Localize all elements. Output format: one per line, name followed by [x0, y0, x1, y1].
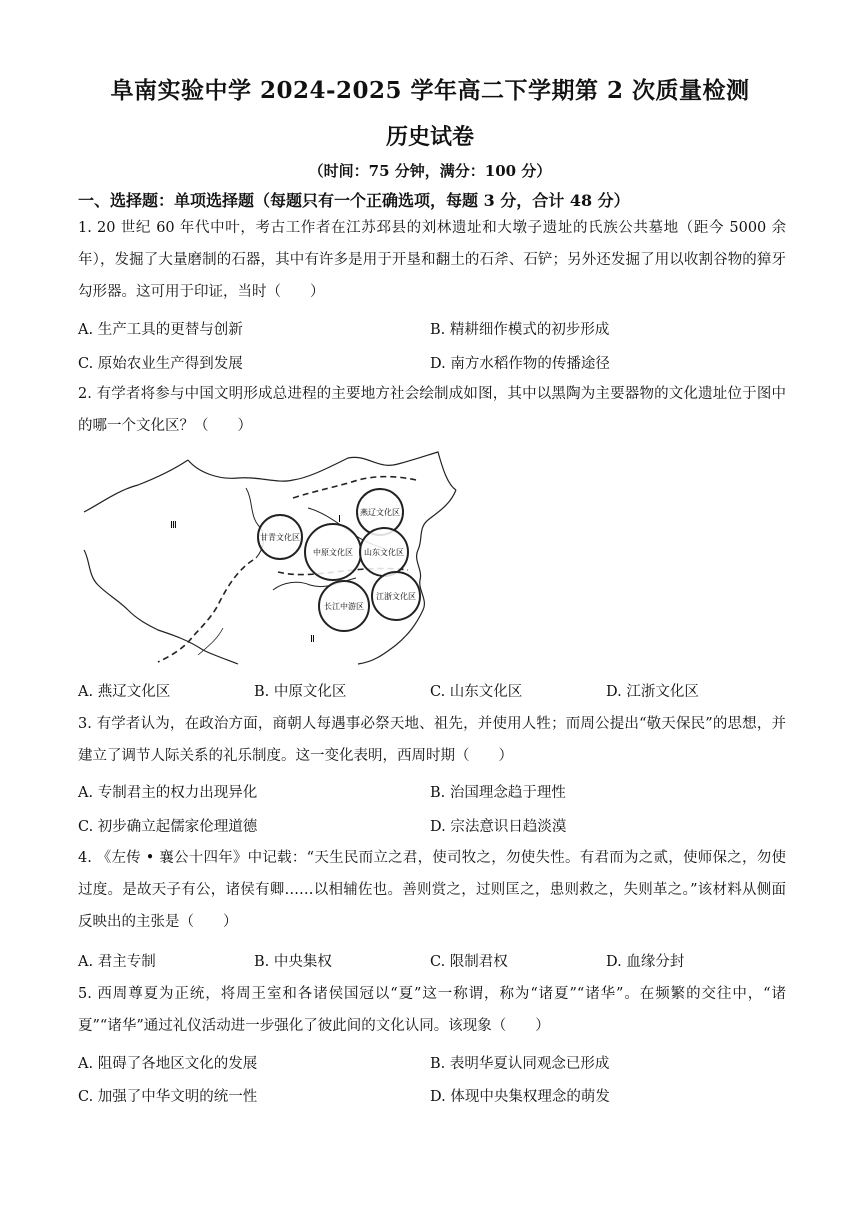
question-5-stem: 5. 西周尊夏为正统，将周王室和各诸侯国冠以“夏”这一称谓，称为“诸夏”“诸华”。在频繁的交往中，“诸夏”“诸华”通过礼仪活动进一步强化了彼此间的文化认同。该现象（ ）	[78, 986, 786, 1034]
exam-meta: （时间：75 分钟，满分：100 分）	[308, 162, 552, 180]
question-2-option-b[interactable]: B. 中原文化区	[254, 684, 347, 700]
question-4-option-a[interactable]: A. 君主专制	[78, 954, 156, 970]
zone-label-1: I	[338, 514, 341, 525]
question-5-option-d[interactable]: D. 体现中央集权理念的萌发	[430, 1089, 610, 1105]
question-2-option-c[interactable]: C. 山东文化区	[430, 684, 523, 700]
question-1-option-a[interactable]: A. 生产工具的更替与创新	[78, 322, 243, 338]
southwest-border	[84, 550, 238, 664]
changjiang-region-label: 长江中游区	[324, 602, 364, 611]
question-5-option-a[interactable]: A. 阻碍了各地区文化的发展	[78, 1056, 258, 1072]
zone-boundary-west	[158, 560, 253, 662]
question-3-option-d[interactable]: D. 宗法意识日趋淡漠	[430, 819, 567, 835]
question-1-option-d[interactable]: D. 南方水稻作物的传播途径	[430, 356, 610, 372]
section-heading: 一、选择题：单项选择题（每题只有一个正确选项，每题 3 分，合计 48 分）	[78, 191, 630, 210]
question-5-option-c[interactable]: C. 加强了中华文明的统一性	[78, 1089, 258, 1105]
question-4-stem: 4. 《左传 • 襄公十四年》中记载：“天生民而立之君，使司牧之，勿使失性。有君而为之贰，使师保之，勿使过度。是故天子有公，诸侯有卿……以相辅佐也。善则赏之，过则匡之，患则救之，失则革之。”该材料从侧面反映出的主张是（ ）	[78, 850, 786, 930]
question-4-option-d[interactable]: D. 血缘分封	[606, 954, 685, 970]
question-2-option-a[interactable]: A. 燕辽文化区	[78, 684, 171, 700]
zone-boundary-north	[293, 477, 416, 498]
question-1-stem: 1. 20 世纪 60 年代中叶，考古工作者在江苏邳县的刘林遗址和大墩子遗址的氏族公共墓地（距今 5000 余年），发掘了大量磨制的石器，其中有许多是用于开垦和翻土的石斧、石铲；另外还发掘了用以收割谷物的獐牙勾形器。这可用于印证，当时（ ）	[78, 220, 786, 300]
question-2-stem: 2. 有学者将参与中国文明形成总进程的主要地方社会绘制成如图，其中以黑陶为主要器物的文化遗址位于图中的哪一个文化区？（ ）	[78, 386, 786, 434]
zhongyuan-region-label: 中原文化区	[313, 548, 353, 557]
ganqing-region-label: 甘青文化区	[260, 533, 300, 542]
exam-subtitle: 历史试卷	[385, 124, 474, 150]
question-3-option-b[interactable]: B. 治国理念趋于理性	[430, 785, 566, 801]
inner-border-c	[198, 628, 223, 655]
question-4-option-b[interactable]: B. 中央集权	[254, 954, 332, 970]
question-4-option-c[interactable]: C. 限制君权	[430, 954, 508, 970]
zone-label-2: Ⅱ	[310, 634, 315, 645]
exam-title: 阜南实验中学 2024-2025 学年高二下学期第 2 次质量检测	[110, 77, 750, 104]
question-3-stem: 3. 有学者认为，在政治方面，商朝人每遇事必祭天地、祖先，并使用人牲；而周公提出“敬天保民”的思想，并建立了调节人际关系的礼乐制度。这一变化表明，西周时期（ ）	[78, 716, 786, 764]
question-3-option-c[interactable]: C. 初步确立起儒家伦理道德	[78, 819, 258, 835]
jiangzhe-region-label: 江浙文化区	[376, 592, 416, 601]
question-2-option-d[interactable]: D. 江浙文化区	[606, 684, 699, 700]
question-3-option-a[interactable]: A. 专制君主的权力出现异化	[78, 785, 258, 801]
culture-region-map	[78, 450, 468, 665]
question-5-option-b[interactable]: B. 表明华夏认同观念已形成	[430, 1056, 610, 1072]
question-1-option-b[interactable]: B. 精耕细作模式的初步形成	[430, 322, 610, 338]
zone-label-3: Ⅲ	[170, 520, 177, 531]
question-1-option-c[interactable]: C. 原始农业生产得到发展	[78, 356, 243, 372]
yanliao-region-label: 燕辽文化区	[360, 508, 400, 517]
shandong-region-label: 山东文化区	[364, 548, 404, 557]
